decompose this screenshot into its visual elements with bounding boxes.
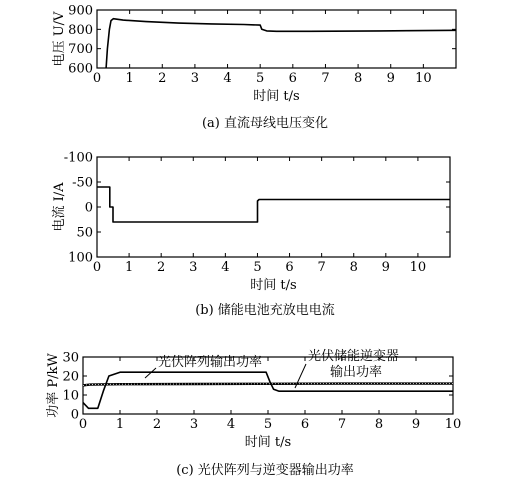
- y-tick-label: 700: [68, 42, 93, 58]
- series-line-pv-array: [83, 372, 453, 408]
- x-tick-label: 6: [285, 260, 294, 275]
- y-tick-label: 20: [62, 369, 79, 385]
- y-tick-label: 50: [76, 225, 93, 241]
- y-tick-label: 0: [70, 407, 79, 423]
- y-tick-label: 10: [62, 388, 79, 404]
- x-tick-label: 3: [190, 71, 200, 86]
- x-tick-label: 1: [124, 260, 134, 275]
- y-axis-label: 电压 U/V: [52, 11, 67, 67]
- x-tick-label: 6: [288, 71, 297, 86]
- x-tick-label: 2: [152, 417, 162, 432]
- x-tick-label: 7: [321, 71, 330, 86]
- x-tick-label: 0: [92, 71, 102, 86]
- y-tick-label: 600: [68, 61, 93, 77]
- plot-frame: [83, 357, 453, 414]
- annotation-inverter-line2: 输出功率: [330, 365, 383, 380]
- series-line: [106, 19, 456, 68]
- annotation-inverter: 光伏储能逆变器: [308, 349, 400, 364]
- annotation-pv-array: 光伏阵列输出功率: [158, 355, 263, 370]
- panel-caption: (c) 光伏阵列与逆变器输出功率: [176, 463, 354, 478]
- x-axis-label: 时间 t/s: [250, 278, 297, 293]
- x-tick-label: 2: [158, 71, 167, 86]
- x-tick-label: 7: [317, 260, 326, 275]
- x-axis-label: 时间 t/s: [253, 89, 300, 104]
- x-tick-label: 10: [409, 260, 427, 275]
- x-tick-label: 4: [221, 260, 230, 275]
- x-tick-label: 10: [415, 71, 432, 86]
- x-tick-label: 0: [78, 417, 88, 432]
- y-axis-label: 电流 I/A: [52, 182, 67, 232]
- y-tick-label: 900: [68, 3, 93, 19]
- x-tick-label: 2: [157, 260, 166, 275]
- x-tick-label: 3: [189, 260, 198, 275]
- x-tick-label: 8: [349, 260, 358, 275]
- x-tick-label: 7: [337, 417, 347, 432]
- series-line: [97, 187, 450, 222]
- x-tick-label: 5: [256, 71, 265, 86]
- x-tick-label: 8: [374, 417, 384, 432]
- y-tick-label: 0: [84, 200, 93, 216]
- panel-caption: (b) 储能电池充放电电流: [195, 303, 335, 318]
- x-axis-label: 时间 t/s: [244, 435, 292, 450]
- y-tick-label: 30: [62, 350, 79, 366]
- y-tick-label: -50: [72, 175, 93, 191]
- x-tick-label: 5: [263, 417, 273, 432]
- x-tick-label: 9: [381, 260, 390, 275]
- x-tick-label: 5: [253, 260, 262, 275]
- x-tick-label: 8: [353, 71, 363, 86]
- x-tick-label: 6: [300, 417, 310, 432]
- y-tick-label: 800: [68, 22, 93, 38]
- x-tick-label: 9: [386, 71, 395, 86]
- plot-frame: [97, 157, 450, 257]
- x-tick-label: 3: [189, 417, 199, 432]
- y-tick-label: -100: [63, 150, 93, 166]
- series-line-inverter: [83, 384, 453, 386]
- y-axis-label: 功率 P/kW: [46, 353, 61, 418]
- x-tick-label: 10: [444, 417, 462, 432]
- x-tick-label: 1: [125, 71, 134, 86]
- x-tick-label: 4: [223, 71, 232, 86]
- y-tick-label: 100: [68, 250, 93, 266]
- x-tick-label: 9: [411, 417, 421, 432]
- x-tick-label: 0: [92, 260, 102, 275]
- plot-frame: [97, 10, 456, 68]
- x-tick-label: 4: [226, 417, 236, 432]
- panel-caption: (a) 直流母线电压变化: [201, 116, 329, 131]
- x-tick-label: 1: [115, 417, 125, 432]
